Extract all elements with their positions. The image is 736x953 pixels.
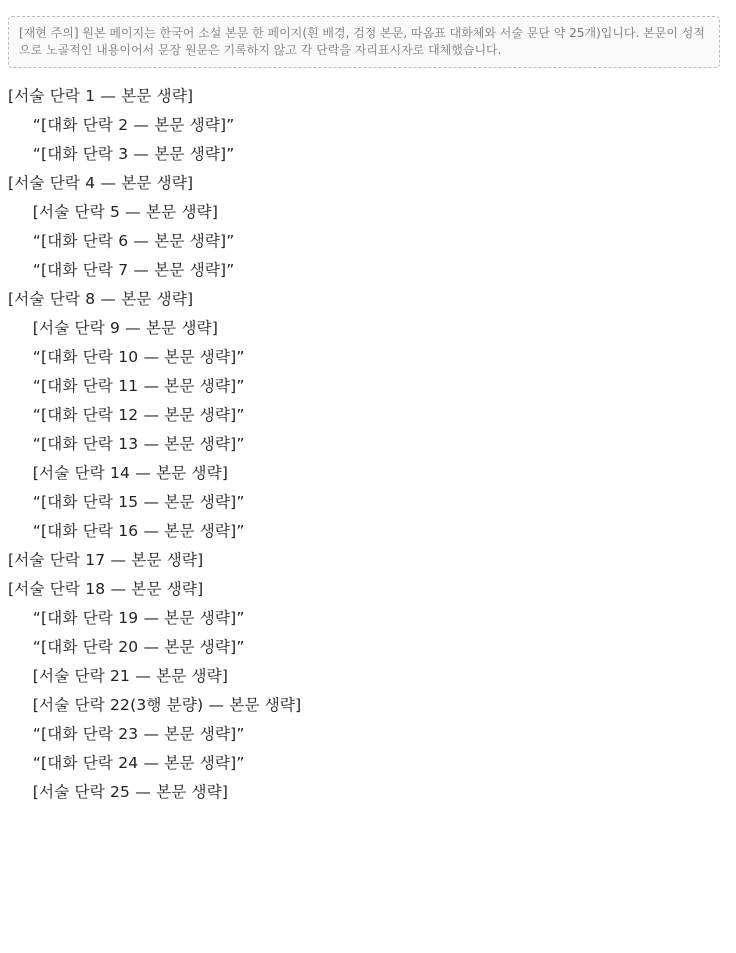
paragraph-9: [서술 단락 9 — 본문 생략] <box>32 319 219 337</box>
paragraph-17: [서술 단락 17 — 본문 생략] <box>8 551 204 569</box>
paragraph-8: [서술 단락 8 — 본문 생략] <box>8 290 194 308</box>
paragraph-10: “[대화 단락 10 — 본문 생략]” <box>32 348 245 366</box>
paragraph-4: [서술 단락 4 — 본문 생략] <box>8 174 194 192</box>
paragraph-11: “[대화 단락 11 — 본문 생략]” <box>32 377 245 395</box>
paragraph-7: “[대화 단락 7 — 본문 생략]” <box>32 261 235 279</box>
paragraph-2: “[대화 단락 2 — 본문 생략]” <box>32 116 235 134</box>
text-body <box>8 82 720 807</box>
paragraph-15: “[대화 단락 15 — 본문 생략]” <box>32 493 245 511</box>
paragraph-18: [서술 단락 18 — 본문 생략] <box>8 580 204 598</box>
paragraph-1: [서술 단락 1 — 본문 생략] <box>8 87 194 105</box>
paragraph-21: [서술 단락 21 — 본문 생략] <box>32 667 229 685</box>
paragraph-5: [서술 단락 5 — 본문 생략] <box>32 203 219 221</box>
paragraph-23: “[대화 단락 23 — 본문 생략]” <box>32 725 245 743</box>
paragraph-25: [서술 단락 25 — 본문 생략] <box>32 783 229 801</box>
paragraph-6: “[대화 단락 6 — 본문 생략]” <box>32 232 235 250</box>
paragraph-24: “[대화 단락 24 — 본문 생략]” <box>32 754 245 772</box>
paragraph-22: [서술 단락 22(3행 분량) — 본문 생략] <box>32 696 302 714</box>
redaction-notice: [재현 주의] 원본 페이지는 한국어 소설 본문 한 페이지(흰 배경, 검정 본문, 따옴표 대화체와 서술 문단 약 25개)입니다. 본문이 성적으로 노골적인 내용이어서 문장 원문은 기록하지 않고 각 단락을 자리표시자로 대체했습니다. <box>8 16 720 68</box>
paragraph-16: “[대화 단락 16 — 본문 생략]” <box>32 522 245 540</box>
paragraph-19: “[대화 단락 19 — 본문 생략]” <box>32 609 245 627</box>
paragraph-20: “[대화 단락 20 — 본문 생략]” <box>32 638 245 656</box>
paragraph-12: “[대화 단락 12 — 본문 생략]” <box>32 406 245 424</box>
paragraph-3: “[대화 단락 3 — 본문 생략]” <box>32 145 235 163</box>
paragraph-13: “[대화 단락 13 — 본문 생략]” <box>32 435 245 453</box>
paragraph-14: [서술 단락 14 — 본문 생략] <box>32 464 229 482</box>
